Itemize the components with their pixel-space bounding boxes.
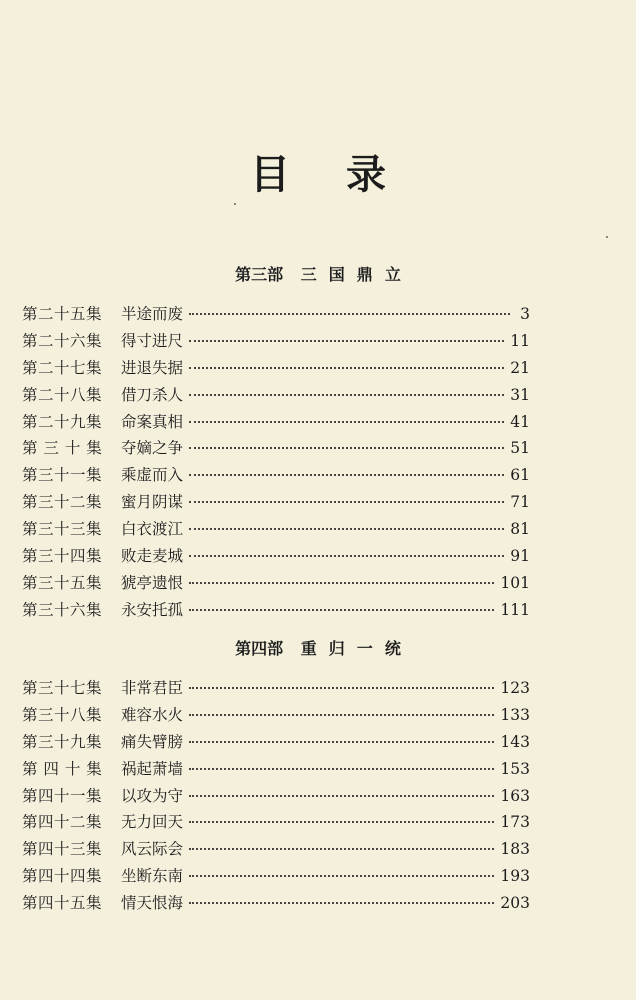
page-number: 61 bbox=[510, 466, 530, 485]
episode-number: 第三十四集 bbox=[22, 547, 103, 566]
episode-number: 第三十八集 bbox=[22, 705, 103, 724]
dot-leader bbox=[189, 528, 504, 530]
toc-entry bbox=[22, 675, 530, 702]
part-name-char: 重 bbox=[300, 639, 317, 658]
episode-number: 第三十五集 bbox=[22, 573, 103, 592]
paper-speck bbox=[234, 203, 236, 205]
toc-entry bbox=[22, 783, 530, 810]
toc-entry bbox=[22, 516, 530, 543]
episode-title: 白衣渡江 bbox=[121, 520, 184, 539]
episode-title: 进退失据 bbox=[121, 358, 184, 377]
episode-title: 无力回天 bbox=[121, 813, 184, 832]
episode-title: 风云际会 bbox=[121, 840, 184, 859]
episode-title: 痛失臂膀 bbox=[121, 732, 184, 751]
page-number: 163 bbox=[500, 786, 530, 805]
episode-number: 第四十五集 bbox=[22, 894, 103, 913]
dot-leader bbox=[189, 367, 504, 369]
part-name-char: 鼎 bbox=[356, 265, 373, 284]
episode-title: 命案真相 bbox=[121, 412, 184, 431]
dot-leader bbox=[189, 394, 504, 396]
part-name-char: 统 bbox=[384, 639, 401, 658]
title-char: 录 bbox=[346, 151, 386, 198]
dot-leader bbox=[189, 902, 494, 904]
dot-leader bbox=[189, 313, 510, 315]
episode-title: 祸起萧墙 bbox=[121, 759, 184, 778]
toc-entry bbox=[22, 543, 530, 570]
episode-number: 第三十七集 bbox=[22, 679, 103, 697]
toc-entry bbox=[22, 355, 530, 382]
page-number: 71 bbox=[510, 493, 530, 512]
part-name-char: 三 bbox=[300, 265, 317, 284]
toc-entry bbox=[22, 382, 530, 409]
title-char: 目 bbox=[250, 151, 290, 198]
episode-number: 第 三 十 集 bbox=[22, 439, 103, 458]
episode-number: 第二十九集 bbox=[22, 412, 103, 431]
episode-title: 难容水火 bbox=[121, 705, 184, 724]
page-number: 111 bbox=[500, 600, 530, 619]
episode-title: 蜜月阴谋 bbox=[121, 493, 184, 512]
episode-title: 乘虚而入 bbox=[121, 466, 184, 485]
toc-entry bbox=[22, 597, 530, 624]
part-heading-4 bbox=[0, 638, 636, 660]
toc-entry bbox=[22, 301, 530, 328]
page-number: 81 bbox=[510, 520, 530, 539]
page-number: 101 bbox=[500, 573, 530, 592]
page-number: 153 bbox=[500, 759, 530, 778]
dot-leader bbox=[189, 768, 494, 770]
episode-title: 以攻为守 bbox=[121, 786, 184, 805]
page-number: 193 bbox=[500, 867, 530, 886]
dot-leader bbox=[189, 821, 494, 823]
paper-speck bbox=[606, 236, 608, 238]
page-number: 41 bbox=[510, 412, 530, 431]
dot-leader bbox=[189, 340, 504, 342]
toc-entry bbox=[22, 836, 530, 863]
toc-entry bbox=[22, 328, 530, 355]
toc-entry bbox=[22, 756, 530, 783]
page-number: 143 bbox=[500, 732, 530, 751]
page-number: 123 bbox=[500, 679, 530, 697]
toc-list-part-3 bbox=[22, 301, 530, 624]
dot-leader bbox=[189, 687, 494, 689]
page-number: 51 bbox=[510, 439, 530, 458]
dot-leader bbox=[189, 555, 504, 557]
dot-leader bbox=[189, 421, 504, 423]
episode-title: 坐断东南 bbox=[121, 867, 184, 886]
episode-number: 第四十一集 bbox=[22, 786, 103, 805]
episode-number: 第四十三集 bbox=[22, 840, 103, 859]
episode-title: 败走麦城 bbox=[121, 547, 184, 566]
episode-title: 得寸进尺 bbox=[121, 331, 184, 350]
dot-leader bbox=[189, 447, 504, 449]
episode-number: 第三十六集 bbox=[22, 600, 103, 619]
dot-leader bbox=[189, 795, 494, 797]
page-number: 173 bbox=[500, 813, 530, 832]
page-number: 21 bbox=[510, 358, 530, 377]
toc-entry bbox=[22, 435, 530, 462]
toc-entry bbox=[22, 729, 530, 756]
part-name-char: 一 bbox=[356, 639, 373, 658]
episode-number: 第三十九集 bbox=[22, 732, 103, 751]
toc-entry bbox=[22, 890, 530, 917]
dot-leader bbox=[189, 741, 494, 743]
episode-number: 第二十五集 bbox=[22, 305, 103, 323]
episode-number: 第四十四集 bbox=[22, 867, 103, 886]
episode-title: 情天恨海 bbox=[121, 894, 184, 913]
dot-leader bbox=[189, 582, 494, 584]
dot-leader bbox=[189, 501, 504, 503]
toc-entry bbox=[22, 462, 530, 489]
episode-title: 借刀杀人 bbox=[121, 385, 184, 404]
part-name-char: 立 bbox=[384, 265, 401, 284]
episode-number: 第 四 十 集 bbox=[22, 759, 103, 778]
page-number: 91 bbox=[510, 547, 530, 566]
toc-entry bbox=[22, 489, 530, 516]
page-number: 183 bbox=[500, 840, 530, 859]
part-name-char: 国 bbox=[328, 265, 345, 284]
episode-number: 第四十二集 bbox=[22, 813, 103, 832]
page-number: 11 bbox=[510, 331, 530, 350]
page-title bbox=[0, 150, 636, 200]
part-heading-3 bbox=[0, 264, 636, 286]
dot-leader bbox=[189, 474, 504, 476]
episode-number: 第二十七集 bbox=[22, 358, 103, 377]
episode-number: 第二十六集 bbox=[22, 331, 103, 350]
part-label: 第三部 bbox=[235, 265, 284, 284]
toc-entry bbox=[22, 570, 530, 597]
toc-entry bbox=[22, 702, 530, 729]
page-number: 31 bbox=[510, 385, 530, 404]
dot-leader bbox=[189, 714, 494, 716]
episode-number: 第三十二集 bbox=[22, 493, 103, 512]
episode-title: 非常君臣 bbox=[121, 679, 184, 697]
episode-title: 永安托孤 bbox=[121, 600, 184, 619]
episode-number: 第三十一集 bbox=[22, 466, 103, 485]
episode-number: 第三十三集 bbox=[22, 520, 103, 539]
episode-title: 夺嫡之争 bbox=[121, 439, 184, 458]
toc-entry bbox=[22, 863, 530, 890]
toc-list-part-4 bbox=[22, 675, 530, 917]
part-name-char: 归 bbox=[328, 639, 345, 658]
dot-leader bbox=[189, 875, 494, 877]
part-label: 第四部 bbox=[235, 639, 284, 658]
dot-leader bbox=[189, 848, 494, 850]
page-number: 203 bbox=[500, 894, 530, 913]
episode-title: 猇亭遗恨 bbox=[121, 573, 184, 592]
dot-leader bbox=[189, 609, 494, 611]
toc-entry bbox=[22, 409, 530, 436]
episode-title: 半途而废 bbox=[121, 305, 184, 323]
toc-entry bbox=[22, 809, 530, 836]
page-number: 3 bbox=[520, 305, 530, 323]
page-number: 133 bbox=[500, 705, 530, 724]
episode-number: 第二十八集 bbox=[22, 385, 103, 404]
